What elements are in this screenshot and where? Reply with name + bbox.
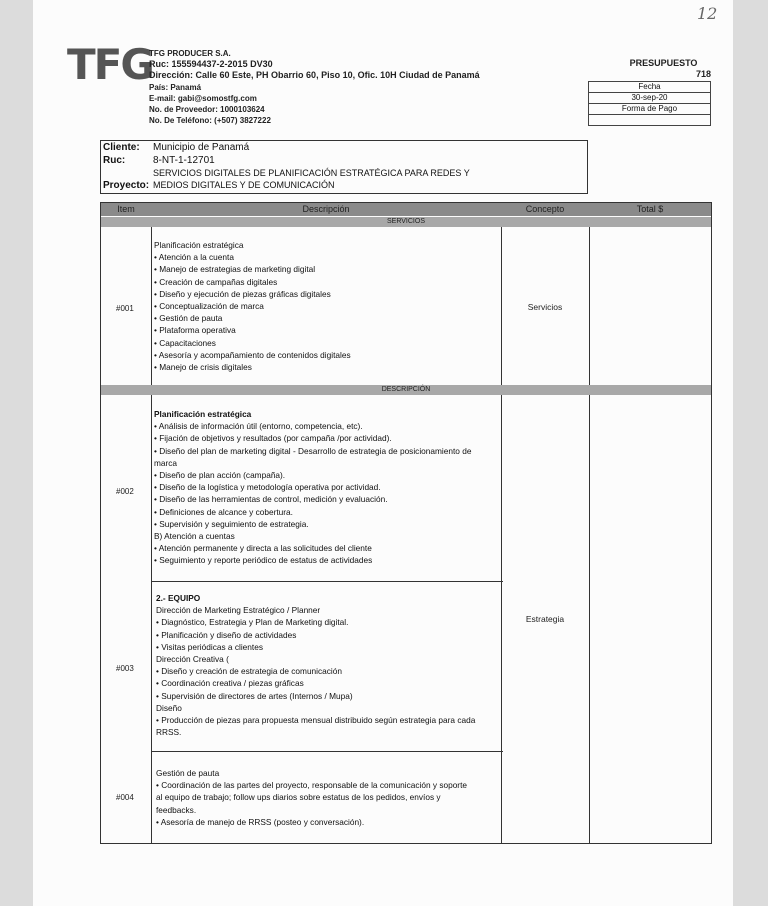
grid-line [151, 227, 152, 385]
description-title: Planificación estratégica [154, 409, 252, 419]
description-line: • Manejo de crisis digitales [154, 362, 252, 373]
description-line: al equipo de trabajo; follow ups diarios sobre estatus de los pedidos, envíos y [156, 792, 441, 803]
description-line: • Producción de piezas para propuesta mensual distribuido según estrategia para cada [156, 715, 476, 726]
description-line: • Manejo de estrategias de marketing digital [154, 264, 316, 275]
description-line: • Plataforma operativa [154, 325, 236, 336]
item-number: #001 [116, 304, 134, 313]
ruc-value: 8-NT-1-12701 [153, 155, 215, 166]
description-line: • Coordinación de las partes del proyecto, responsable de la comunicación y soporte [156, 780, 467, 791]
description-line: • Atención a la cuenta [154, 252, 234, 263]
budget-meta-box [588, 81, 711, 126]
description-line: • Diseño de la logística y metodología operativa por actividad. [154, 482, 381, 493]
description-line: Planificación estratégica [154, 240, 244, 250]
project-label: Proyecto: [103, 180, 150, 191]
item-number: #004 [116, 793, 134, 802]
description-line: • Diseño y creación de estrategia de comunicación [156, 666, 342, 677]
description-line: • Diseño de plan acción (campaña). [154, 470, 286, 481]
row-separator [151, 751, 503, 752]
description-line: • Asesoría de manejo de RRSS (posteo y conversación). [156, 816, 365, 827]
budget-heading [588, 58, 711, 80]
grid-line [589, 227, 590, 385]
description-line: • Planificación y diseño de actividades [156, 629, 297, 640]
description-line: Dirección Creativa ( [156, 654, 229, 665]
company-provider-number: No. de Proveedor: 1000103624 [149, 105, 265, 115]
description-line: • Supervisión y seguimiento de estrategia. [154, 518, 309, 529]
table-header [101, 203, 711, 216]
company-email: E-mail: gabi@somostfg.com [149, 93, 257, 103]
item-number: #003 [116, 664, 134, 673]
concept-services: Servicios [527, 302, 563, 312]
company-name: TFG PRODUCER S.A. [149, 49, 231, 58]
company-ruc: Ruc: 155594437-2-2015 DV30 [149, 59, 273, 70]
description-line: • Definiciones de alcance y cobertura. [154, 506, 293, 517]
description-line: • Diagnóstico, Estrategia y Plan de Marketing digital. [156, 617, 349, 628]
description-line: • Diseño de las herramientas de control, medición y evaluación. [154, 494, 388, 505]
row-004-description [156, 767, 467, 828]
description-line: • Seguimiento y reporte periódico de estatus de actividades [154, 555, 373, 566]
budget-number: 718 [695, 69, 711, 79]
description-line: • Asesoría y acompañamiento de contenidos digitales [154, 349, 351, 360]
description-line: Diseño [156, 702, 182, 713]
description-line: Dirección de Marketing Estratégico / Planner [156, 605, 321, 616]
row-001-description [154, 239, 351, 373]
grid-line [589, 395, 590, 843]
description-line: feedbacks. [156, 804, 197, 815]
description-line: • Conceptualización de marca [154, 301, 264, 312]
description-line: • Fijación de objetivos y resultados (por campaña /por actividad). [154, 433, 392, 444]
description-line: • Capacitaciones [154, 337, 216, 348]
description-line: • Análisis de información útil (entorno, competencia, etc). [154, 421, 363, 432]
company-logo: TFG [67, 40, 153, 89]
band-services: SERVICIOS [101, 217, 711, 227]
client-label: Cliente: [103, 142, 140, 153]
description-line: • Gestión de pauta [154, 313, 223, 324]
description-line: • Supervisión de directores de artes (Internos / Mupa) [156, 690, 353, 701]
description-line: • Diseño y ejecución de piezas gráficas digitales [154, 288, 331, 299]
band-description: DESCRIPCIÓN [101, 385, 711, 395]
header-concept: Concepto [525, 204, 565, 214]
row-separator [151, 581, 503, 582]
company-phone: No. De Teléfono: (+507) 3827222 [149, 116, 271, 126]
grid-line [151, 395, 152, 843]
project-line-2: MEDIOS DIGITALES Y DE COMUNICACIÓN [153, 180, 335, 190]
date-value: 30-sep-20 [589, 93, 710, 104]
description-line: RRSS. [156, 727, 182, 738]
budget-table [100, 202, 712, 844]
budget-title: PRESUPUESTO [629, 58, 698, 68]
header-description: Descripción [302, 204, 350, 214]
description-line: Gestión de pauta [156, 768, 220, 778]
row-003-description [156, 592, 475, 738]
client-value: Municipio de Panamá [153, 142, 250, 153]
date-label: Fecha [589, 82, 710, 93]
description-title: 2.- EQUIPO [156, 593, 201, 603]
description-line: • Atención permanente y directa a las solicitudes del cliente [154, 543, 372, 554]
description-line: marca [154, 457, 178, 468]
handwritten-page-number: 12 [697, 4, 718, 23]
payment-label: Forma de Pago [589, 104, 710, 115]
item-number: #002 [116, 487, 134, 496]
document-page [33, 0, 733, 906]
payment-value [589, 115, 710, 125]
header-item: Item [117, 204, 135, 214]
description-line: • Visitas periódicas a clientes [156, 641, 263, 652]
company-info [149, 48, 480, 126]
header-total: Total $ [636, 204, 664, 214]
client-box [100, 140, 588, 194]
company-address: Dirección: Calle 60 Este, PH Obarrio 60, Piso 10, Ofic. 10H Ciudad de Panamá [149, 70, 480, 81]
description-line: B) Atención a cuentas [154, 531, 235, 542]
project-line-1: SERVICIOS DIGITALES DE PLANIFICACIÓN ESTRATÉGICA PARA REDES Y [153, 168, 470, 178]
concept-strategy: Estrategia [525, 614, 565, 624]
description-line: • Diseño del plan de marketing digital - Desarrollo de estrategia de posicionamiento de [154, 445, 472, 456]
description-line: • Coordinación creativa / piezas gráficas [156, 678, 304, 689]
description-line: • Creación de campañas digitales [154, 276, 278, 287]
row-002-description [154, 408, 471, 567]
ruc-label: Ruc: [103, 155, 126, 166]
company-country: País: Panamá [149, 82, 202, 92]
